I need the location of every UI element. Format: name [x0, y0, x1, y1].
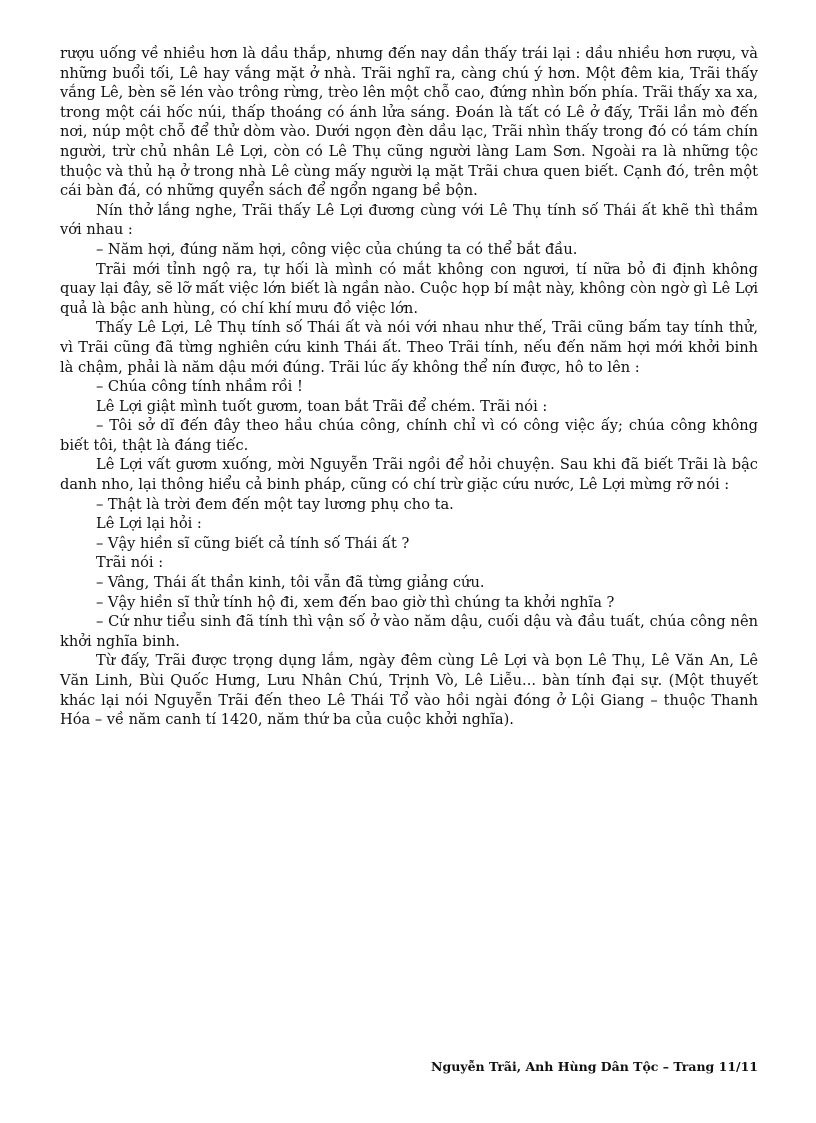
- paragraph-14: – Vâng, Thái ất thần kinh, tôi vẫn đã từng giảng cứu.: [96, 574, 485, 592]
- paragraph-15: – Vậy hiền sĩ thử tính hộ đi, xem đến bao giờ thì chúng ta khởi nghĩa ?: [96, 593, 615, 611]
- paragraph-4: Trãi mới tỉnh ngộ ra, tự hối là mình có mắt không con ngươi, tí nữa bỏ đi định không quay lại đây, sẽ lỡ mất việc lớn biết là ngần nào. Cuộc họp bí mật này, không còn ngờ gì Lê Lợi quả là bậc anh hùng, có chí khí mưu đồ việc lớn.: [60, 260, 758, 317]
- paragraph-8: – Tôi sở dĩ đến đây theo hầu chúa công, chính chỉ vì có công việc ấy; chúa công không biết tôi, thật là đáng tiếc.: [60, 417, 758, 454]
- document-body: [60, 44, 758, 730]
- paragraph-6: – Chúa công tính nhầm rồi !: [96, 378, 303, 396]
- paragraph-5: Thấy Lê Lợi, Lê Thụ tính số Thái ất và nói với nhau như thế, Trãi cũng bấm tay tính thử, vì Trãi cũng đã từng nghiên cứu kinh Thái ất. Theo Trãi tính, nếu đến năm hợi mới khởi binh là chậm, phải là năm dậu mới đúng. Trãi lúc ấy không thể nín được, hô to lên :: [60, 319, 758, 376]
- paragraph-13: Trãi nói :: [96, 554, 164, 572]
- paragraph-12: – Vậy hiền sĩ cũng biết cả tính số Thái ất ?: [96, 534, 410, 552]
- paragraph-1: rượu uống về nhiều hơn là dầu thắp, nhưng đến nay dần thấy trái lại : dầu nhiều hơn rượu, và những buổi tối, Lê hay vắng mặt ở nhà. Trãi nghĩ ra, càng chú ý hơn. Một đêm kia, Trãi thấy vắng Lê, bèn sẽ lén vào trông rừng, trèo lên một chỗ cao, đứng nhìn bốn phía. Trãi thấy xa xa, trong một cái hốc núi, thấp thoáng có ánh lửa sáng. Đoán là tất có Lê ở đấy, Trãi lần mò đến nơi, núp một chỗ để thử dòm vào. Dưới ngọn đèn dầu lạc, Trãi nhìn thấy trong đó có tám chín người, trừ chủ nhân Lê Lợi, còn có Lê Thụ cũng người làng Lam Sơn. Ngoài ra là những tộc thuộc và thủ hạ ở trong nhà Lê cùng mấy người lạ mặt Trãi chưa quen biết. Cạnh đó, trên một cái bàn đá, có những quyển sách để ngổn ngang bề bộn.: [60, 45, 758, 200]
- paragraph-16: – Cứ như tiểu sinh đã tính thì vận số ở vào năm dậu, cuối dậu và đầu tuất, chúa công nên khởi nghĩa binh.: [60, 613, 758, 650]
- paragraph-3: – Năm hợi, đúng năm hợi, công việc của chúng ta có thể bắt đầu.: [96, 240, 578, 258]
- paragraph-2: Nín thở lắng nghe, Trãi thấy Lê Lợi đương cùng với Lê Thụ tính số Thái ất khẽ thì thầm với nhau :: [60, 201, 758, 239]
- paragraph-7: Lê Lợi giật mình tuốt gươm, toan bắt Trãi để chém. Trãi nói :: [96, 397, 548, 415]
- paragraph-17: Từ đấy, Trãi được trọng dụng lắm, ngày đêm cùng Lê Lợi và bọn Lê Thụ, Lê Văn An, Lê Văn Linh, Bùi Quốc Hưng, Lưu Nhân Chú, Trịnh Vò, Lê Liễu... bàn tính đại sự. (Một thuyết khác lại nói Nguyễn Trãi đến theo Lê Thái Tổ vào hồi ngài đóng ở Lội Giang – thuộc Thanh Hóa – về năm canh tí 1420, năm thứ ba của cuộc khởi nghĩa).: [60, 652, 758, 729]
- paragraph-10: – Thật là trời đem đến một tay lương phụ cho ta.: [96, 495, 454, 513]
- paragraph-11: Lê Lợi lại hỏi :: [96, 515, 202, 533]
- paragraph-9: Lê Lợi vất gươm xuống, mời Nguyễn Trãi ngồi để hỏi chuyện. Sau khi đã biết Trãi là bậc danh nho, lại thông hiểu cả binh pháp, cũng có chí trừ giặc cứu nước, Lê Lợi mừng rỡ nói :: [60, 456, 758, 494]
- page-footer: Nguyễn Trãi, Anh Hùng Dân Tộc – Trang 11/11: [431, 1059, 758, 1074]
